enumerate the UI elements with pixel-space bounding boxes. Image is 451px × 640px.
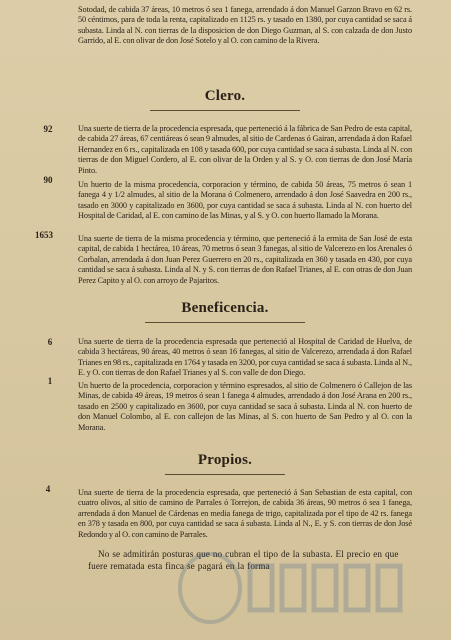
item-number: 1653 [35,230,53,240]
section-heading-clero: Clero. [204,88,246,104]
heading-rule-clero [150,110,300,111]
clero-item-2-text: Un huerto de la misma procedencia, corporacion y término, de cabida 50 áreas, 75 metros ó sean 1 fanega 4 y 1/2 almudes, al sitio de la Morana ó Colmenero, arrendado á don José Saavedra en 200 rs., tasado en 3000 y capitalizado en 3600, por cuya cantidad se saca á subasta. Linda al N. con huerto del Hospital de Caridad, al E. con camino de las Minas, y al S. y O. con huerto llamado la Morana. [78,180,412,221]
clero-item-3-text: Una suerte de tierra de la misma procedencia y término, que perteneció á la ermita de San José de esta capital, de cabida 1 hectárea, 10 áreas, 70 metros ó sean 3 fanegas, al sitio de Valcerezo en los Arenales ó Corbalan, arrendada á don Juan Perez Guerrero en 20 rs., capitalizada en 360 y tasada en 430, por cuya cantidad se saca á subasta. Linda al N. y S. con tierras de don Rafael Trianes, al E. con otras de don Juan Perez Capito y al O. con arroyo de Pajaritos. [78,234,412,285]
item-number: 1 [47,376,53,386]
beneficencia-item-2-text: Un huerto de la procedencia, corporacion y término espresados, al sitio de Colmenero ó Callejon de las Minas, de cabida 49 áreas, 19 metros ó sean 1 fanega 4 almudes, arrendado á don José Arana en 200 rs., tasado en 2500 y capitalizado en 3600, por cuya cantidad se saca á subasta. Linda al N. con huerto de don Manuel Colombo, al E. con callejon de las Minas, al S. con huerto de San Pedro y al O. con la Morana. [78,381,412,432]
item-number: 90 [43,175,53,185]
closing-text: No se admitirán posturas que no cubran el tipo de la subasta. El precio en que fuere rematada esta finca se pagará en la forma [88,549,399,571]
propios-item-1-text: Una suerte de tierra de la procedencia espresada, que perteneció á San Sebastian de esta capital, con cuatro olivos, al sitio de camino de Parrales ó Torrejon, de cabida 36 áreas, 90 metros ó sea 1 fanega, arrendada á don Manuel de Cárdenas en media fanega de trigo, capitalizada por el tipo de 42 rs. fanega en 378 y tasada en 800, por cuya cantidad se saca á subasta. Linda al N., E. y S. con tierras de don José Redondo y al O. con camino de Parrales. [78,488,412,539]
item-number: 6 [47,337,53,347]
clero-item-1-text: Una suerte de tierra de la procedencia espresada, que perteneció á la fábrica de San Pedro de esta capital, de cabida 27 áreas, 67 centiáreas ó sean 9 almudes, al sitio de Cardenas ó Gairan, arrendada á don Rafael Hernandez en 6 rs., capitalizada en 108 y tasada 600, por cuya cantidad se saca á subasta. Linda al N. con tierras de don Miguel Cordero, al E. con olivar de la Orden y al S. y O. con tierras de don José María Pinto. [78,124,412,175]
heading-rule-beneficencia [145,322,305,323]
heading-rule-propios [165,474,285,475]
item-number: 92 [43,124,53,134]
beneficencia-item-1-text: Una suerte de tierra de la procedencia espresada que perteneció al Hospital de Caridad de Huelva, de cabida 3 hectáreas, 90 áreas, 40 metros ó sean 16 fanegas, al sitio de Valcerezo, arrendada á don Rafael Trianes en 98 rs., capitalizada en 1764 y tasada en 3200, por cuya cantidad se saca á subasta. Linda al N., E. y O. con tierras de don Rafael Trianes y al S. con valle de don Diego. [78,337,412,378]
item-number: 4 [45,484,51,494]
section-heading-propios: Propios. [197,452,253,468]
section-heading-beneficencia: Beneficencia. [181,300,269,316]
top-paragraph: Sotodad, de cabida 37 áreas, 10 metros ó sea 1 fanega, arrendado á don Manuel Garzon Bravo en 62 rs. 50 céntimos, para de toda la renta, capitalizado en 1125 rs. y tasado en 1380, por cuya cantidad se saca á subasta. Linda al N. con tierras de la disposicion de don Diego Guzman, al S. con calzada de don Justo Garrido, al E. con olivar de don José Sotelo y al O. con camino de la Rivera. [78,5,412,46]
